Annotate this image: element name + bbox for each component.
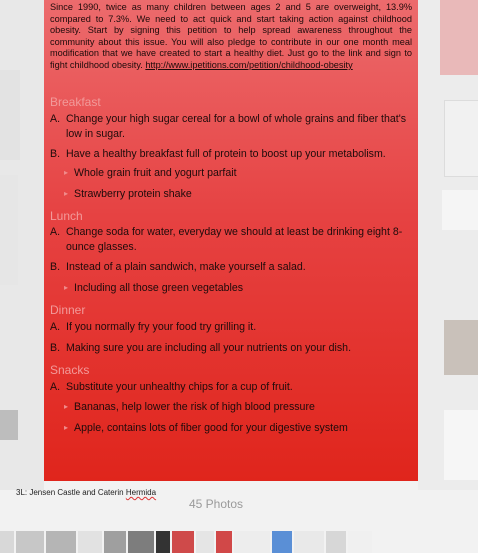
strip-thumbnail[interactable] xyxy=(156,531,170,553)
dinner-item-b xyxy=(50,341,410,356)
strip-thumbnail[interactable] xyxy=(78,531,102,553)
item-marker: A. xyxy=(50,381,61,393)
strip-thumbnail[interactable] xyxy=(294,531,324,553)
photo-caption xyxy=(16,488,156,497)
strip-thumbnail[interactable] xyxy=(46,531,76,553)
strip-thumbnail[interactable] xyxy=(104,531,126,553)
caption-text: 3L: Jensen Castle and Caterin xyxy=(16,488,126,497)
lunch-item-b xyxy=(50,260,410,275)
snacks-sub-2 xyxy=(64,421,404,435)
breakfast-sub-2 xyxy=(64,187,404,201)
strip-thumbnail[interactable] xyxy=(172,531,194,553)
photo-count: 45 Photos xyxy=(188,497,244,511)
strip-thumbnail[interactable] xyxy=(128,531,154,553)
strip-thumbnail[interactable] xyxy=(0,531,14,553)
sub-text: Including all those green vegetables xyxy=(74,282,244,294)
strip-thumbnail[interactable] xyxy=(196,531,214,553)
bullet-icon: ▸ xyxy=(64,283,69,292)
sub-text: Whole grain fruit and yogurt parfait xyxy=(74,167,237,179)
strip-thumbnail[interactable] xyxy=(216,531,232,553)
section-title-dinner: Dinner xyxy=(50,303,86,317)
item-marker: B. xyxy=(50,342,61,354)
snacks-item-a xyxy=(50,380,410,395)
item-text: Making sure you are including all your nutrients on your dish. xyxy=(66,342,352,354)
sub-text: Apple, contains lots of fiber good for your digestive system xyxy=(74,422,348,434)
item-text: If you normally fry your food try grilling it. xyxy=(66,321,257,333)
strip-thumbnail[interactable] xyxy=(16,531,44,553)
item-marker: A. xyxy=(50,321,61,333)
photo-thumbnail[interactable] xyxy=(444,410,478,480)
breakfast-item-b xyxy=(50,147,410,162)
breakfast-sub-1 xyxy=(64,166,404,180)
bullet-icon: ▸ xyxy=(64,402,69,411)
item-marker: A. xyxy=(50,113,61,125)
dinner-item-a xyxy=(50,320,410,335)
lunch-sub-1 xyxy=(64,281,404,295)
photo-thumbnail[interactable] xyxy=(440,0,478,75)
item-text: Change your high sugar cereal for a bowl of whole grains and fiber that's low in sugar. xyxy=(66,113,407,140)
item-marker: B. xyxy=(50,261,61,273)
poster-photo[interactable] xyxy=(44,0,418,481)
snacks-sub-1 xyxy=(64,400,404,414)
photo-thumbnail[interactable] xyxy=(0,70,20,160)
strip-thumbnail[interactable] xyxy=(272,531,292,553)
breakfast-item-a xyxy=(50,112,410,142)
intro-text: Since 1990, twice as many children between ages 2 and 5 are overweight, 13.9% compared to 7.3%. We need to act quick and start taking action against childhood obesity. Start by signing this petition to help spread awareness throughout the community about this issue. You will also pledge to contribute in our one month meal modification that we have created to start a healthy diet. Just go to the link and sign to fight childhood obesity. xyxy=(50,2,412,70)
section-title-lunch: Lunch xyxy=(50,209,83,223)
photo-thumbnail[interactable] xyxy=(444,100,478,177)
item-marker: A. xyxy=(50,226,61,238)
sub-text: Strawberry protein shake xyxy=(74,188,192,200)
section-title-snacks: Snacks xyxy=(50,363,90,377)
section-title-breakfast: Breakfast xyxy=(50,95,101,109)
item-text: Instead of a plain sandwich, make yourself a salad. xyxy=(66,261,306,273)
photo-thumbnail[interactable] xyxy=(444,320,478,375)
strip-thumbnail[interactable] xyxy=(326,531,346,553)
intro-paragraph xyxy=(50,2,412,72)
bullet-icon: ▸ xyxy=(64,423,69,432)
caption-name: Hermida xyxy=(125,488,157,497)
photo-thumbnail[interactable] xyxy=(0,410,18,440)
item-text: Substitute your unhealthy chips for a cup of fruit. xyxy=(66,381,293,393)
item-text: Have a healthy breakfast full of protein to boost up your metabolism. xyxy=(66,148,386,160)
strip-thumbnail[interactable] xyxy=(234,531,270,553)
thumbnail-strip[interactable] xyxy=(0,531,478,553)
petition-link[interactable]: http://www.ipetitions.com/petition/childhood-obesity xyxy=(145,59,353,70)
bullet-icon: ▸ xyxy=(64,168,69,177)
photo-thumbnail[interactable] xyxy=(442,190,478,230)
sub-text: Bananas, help lower the risk of high blood pressure xyxy=(74,401,315,413)
item-marker: B. xyxy=(50,148,61,160)
bullet-icon: ▸ xyxy=(64,189,69,198)
photo-thumbnail[interactable] xyxy=(0,175,18,285)
lunch-item-a xyxy=(50,225,410,255)
strip-thumbnail[interactable] xyxy=(348,531,372,553)
item-text: Change soda for water, everyday we should at least be drinking eight 8-ounce glasses. xyxy=(66,226,403,253)
